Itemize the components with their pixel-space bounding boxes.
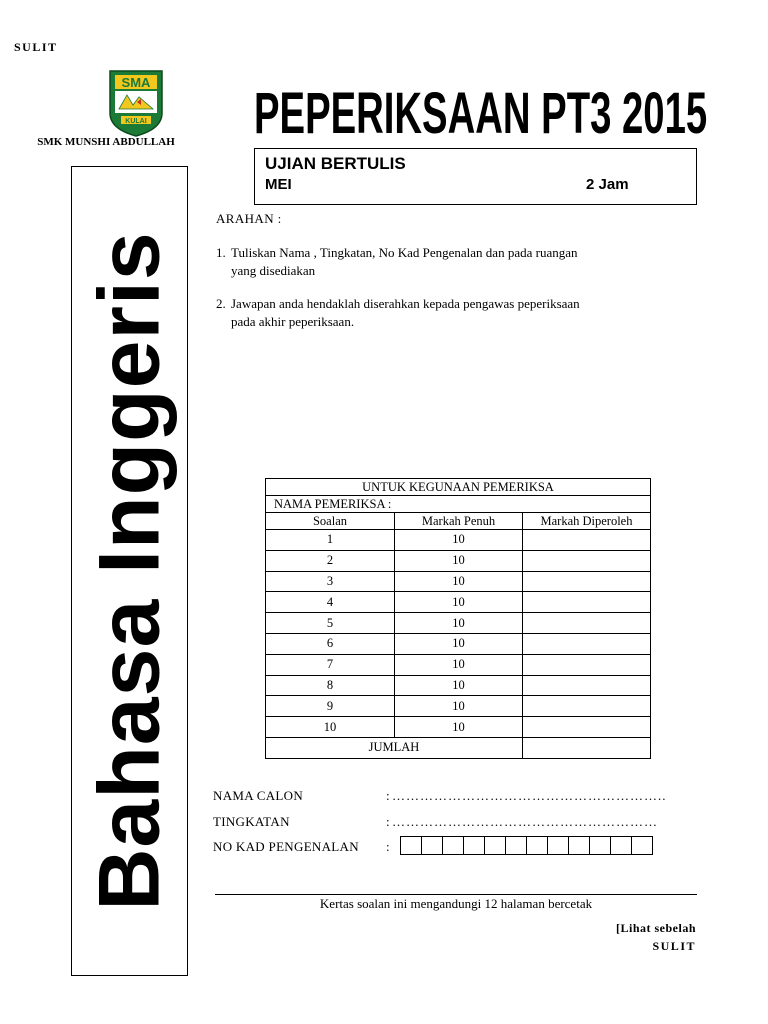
marks-obtained-cell[interactable] (523, 592, 651, 613)
candidate-name-field[interactable]: ………………………………………………….. (392, 788, 667, 803)
colon: : (386, 788, 390, 803)
question-number: 10 (266, 717, 395, 738)
logo-text-top: SMA (121, 75, 151, 90)
see-next-page: [Lihat sebelah (615, 921, 696, 935)
total-row (266, 737, 651, 758)
table-row (266, 633, 651, 654)
exam-duration: 2 Jam (586, 176, 629, 193)
logo-text-bottom: KULAI (125, 118, 147, 125)
ic-digit-box[interactable] (400, 836, 422, 855)
table-title: UNTUK KEGUNAAN PEMERIKSA (266, 479, 651, 496)
ic-digit-box[interactable] (631, 836, 653, 855)
colon: : (386, 839, 390, 854)
paper-type: UJIAN BERTULIS (265, 154, 406, 173)
table-row (266, 654, 651, 675)
column-header-soalan: Soalan (266, 513, 395, 530)
school-logo (107, 69, 165, 137)
sulit-label-top: SULIT (14, 40, 58, 54)
subject-box (71, 166, 188, 976)
column-header-markah-penuh: Markah Penuh (395, 513, 523, 530)
examiner-marks-table (265, 478, 651, 759)
examiner-name-label: NAMA PEMERIKSA : (266, 496, 651, 513)
ic-digit-box[interactable] (442, 836, 464, 855)
exam-month: MEI (265, 176, 292, 193)
divider (215, 894, 697, 895)
marks-obtained-cell[interactable] (523, 654, 651, 675)
ic-digit-box[interactable] (526, 836, 548, 855)
ic-digit-box[interactable] (568, 836, 590, 855)
table-row (266, 530, 651, 551)
instruction-text: Tuliskan Nama , Tingkatan, No Kad Pengenalan dan pada ruangan yang disediakan (231, 245, 578, 278)
total-label: JUMLAH (266, 737, 523, 758)
full-marks: 10 (395, 717, 523, 738)
marks-obtained-cell[interactable] (523, 530, 651, 551)
marks-obtained-cell[interactable] (523, 550, 651, 571)
colon: : (386, 814, 390, 829)
question-number: 8 (266, 675, 395, 696)
instruction-item (216, 244, 596, 280)
school-name: SMK MUNSHI ABDULLAH (37, 136, 175, 148)
table-row (266, 613, 651, 634)
table-row (266, 696, 651, 717)
full-marks: 10 (395, 696, 523, 717)
question-number: 7 (266, 654, 395, 675)
ic-digit-box[interactable] (589, 836, 611, 855)
full-marks: 10 (395, 550, 523, 571)
table-row (266, 571, 651, 592)
marks-obtained-cell[interactable] (523, 613, 651, 634)
ic-digit-box[interactable] (463, 836, 485, 855)
ic-number-boxes[interactable] (400, 836, 653, 855)
instruction-number: 2. (216, 296, 226, 311)
question-number: 3 (266, 571, 395, 592)
exam-info-box (254, 148, 697, 205)
total-marks-cell[interactable] (523, 737, 651, 758)
ic-digit-box[interactable] (547, 836, 569, 855)
marks-obtained-cell[interactable] (523, 696, 651, 717)
table-row (266, 675, 651, 696)
question-number: 6 (266, 633, 395, 654)
instruction-item (216, 295, 596, 331)
ic-digit-box[interactable] (484, 836, 506, 855)
full-marks: 10 (395, 654, 523, 675)
instruction-text: Jawapan anda hendaklah diserahkan kepada pengawas peperiksaan pada akhir peperiksaan. (231, 296, 580, 329)
table-row (266, 550, 651, 571)
class-field[interactable]: ………………………………………………… (392, 814, 658, 829)
shield-logo-icon (107, 69, 165, 137)
ic-number-label: NO KAD PENGENALAN (213, 839, 359, 854)
full-marks: 10 (395, 530, 523, 551)
column-header-markah-diperoleh: Markah Diperoleh (523, 513, 651, 530)
instructions-heading: ARAHAN : (216, 211, 282, 226)
class-label: TINGKATAN (213, 814, 290, 829)
ic-digit-box[interactable] (610, 836, 632, 855)
ic-digit-box[interactable] (505, 836, 527, 855)
sulit-label-bottom: SULIT (652, 939, 696, 953)
full-marks: 10 (395, 675, 523, 696)
question-number: 2 (266, 550, 395, 571)
question-number: 1 (266, 530, 395, 551)
page-count-note: Kertas soalan ini mengandungi 12 halaman bercetak (319, 896, 593, 911)
marks-obtained-cell[interactable] (523, 571, 651, 592)
candidate-name-label: NAMA CALON (213, 788, 304, 803)
marks-obtained-cell[interactable] (523, 675, 651, 696)
table-row (266, 592, 651, 613)
full-marks: 10 (395, 571, 523, 592)
question-number: 9 (266, 696, 395, 717)
full-marks: 10 (395, 592, 523, 613)
question-number: 4 (266, 592, 395, 613)
marks-obtained-cell[interactable] (523, 633, 651, 654)
question-number: 5 (266, 613, 395, 634)
ic-digit-box[interactable] (421, 836, 443, 855)
table-row (266, 717, 651, 738)
subject-title: Bahasa Inggeris (81, 231, 177, 911)
marks-obtained-cell[interactable] (523, 717, 651, 738)
full-marks: 10 (395, 613, 523, 634)
exam-title: PEPERIKSAAN PT3 2015 (254, 81, 708, 146)
instruction-number: 1. (216, 245, 226, 260)
full-marks: 10 (395, 633, 523, 654)
